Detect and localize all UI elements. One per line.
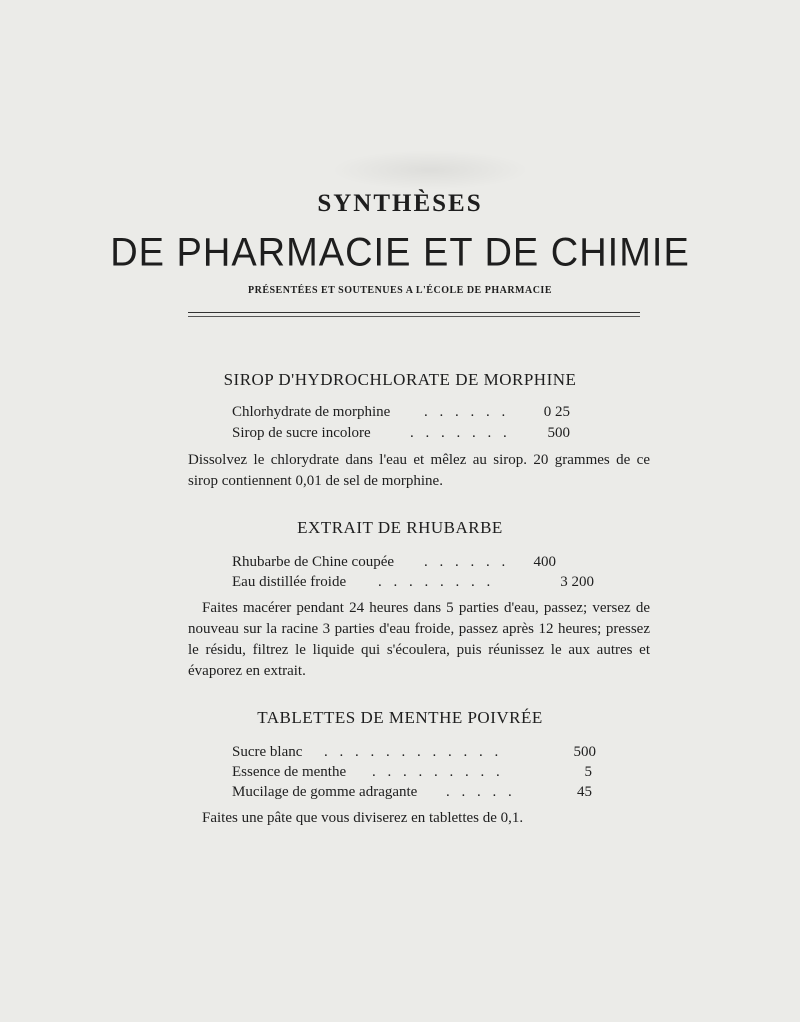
ingredient-leader: . . . . .	[446, 784, 516, 800]
section-paragraph: Faites une pâte que vous diviserez en tablettes de 0,1.	[202, 810, 524, 826]
ingredient-name: Sucre blanc	[232, 744, 303, 760]
title-rule-thin	[188, 316, 640, 317]
ingredient-name: Sirop de sucre incolore	[232, 425, 371, 441]
section-heading-sirop: SIROP D'HYDROCHLORATE DE MORPHINE	[223, 370, 577, 389]
section-paragraph: Faites macérer pendant 24 heures dans 5 parties d'eau, passez; versez de nouveau sur la racine 3 parties d'eau froide, passez après 12 heures; pressez le résidu, filtrez le liquide qui s'écoulera, puis réunissez le aux autres et évaporez en extrait.	[188, 600, 650, 679]
ingredient-quantity: 500	[573, 744, 596, 760]
section-heading-rhubarbe: EXTRAIT DE RHUBARBE	[297, 518, 503, 537]
ingredient-quantity: 500	[547, 425, 570, 441]
ingredient-leader: . . . . . .	[424, 554, 510, 570]
ingredient-quantity: 3 200	[560, 574, 594, 590]
title-subtitle: PRÉSENTÉES ET SOUTENUES A L'ÉCOLE DE PHARMACIE	[247, 285, 552, 296]
title-pharmacie-chimie: DE PHARMACIE ET DE CHIMIE	[110, 230, 690, 276]
bleed-through-shadow	[330, 150, 530, 190]
ingredient-name: Essence de menthe	[232, 764, 347, 780]
ingredient-quantity: 45	[577, 784, 592, 800]
ingredient-leader: . . . . . .	[424, 404, 510, 420]
ingredient-quantity: 5	[584, 764, 592, 780]
ingredient-leader: . . . . . . .	[410, 425, 511, 441]
ingredient-name: Chlorhydrate de morphine	[232, 404, 391, 420]
ingredient-name: Mucilage de gomme adragante	[232, 784, 418, 800]
ingredient-leader: . . . . . . . . .	[372, 764, 504, 780]
section-paragraph: Dissolvez le chlorydrate dans l'eau et mêlez au sirop. 20 grammes de ce sirop contiennent 0,01 de sel de morphine.	[188, 452, 650, 489]
ingredient-leader: . . . . . . . . . . . .	[324, 744, 503, 760]
ingredient-name: Rhubarbe de Chine coupée	[232, 554, 395, 570]
ingredient-name: Eau distillée froide	[232, 574, 347, 590]
ingredient-leader: . . . . . . . .	[378, 574, 495, 590]
title-rule	[188, 312, 640, 313]
ingredient-quantity: 400	[533, 554, 556, 570]
ingredient-quantity: 0 25	[543, 404, 570, 420]
title-syntheses: SYNTHÈSES	[317, 190, 483, 217]
section-heading-tablettes: TABLETTES DE MENTHE POIVRÉE	[257, 708, 543, 727]
